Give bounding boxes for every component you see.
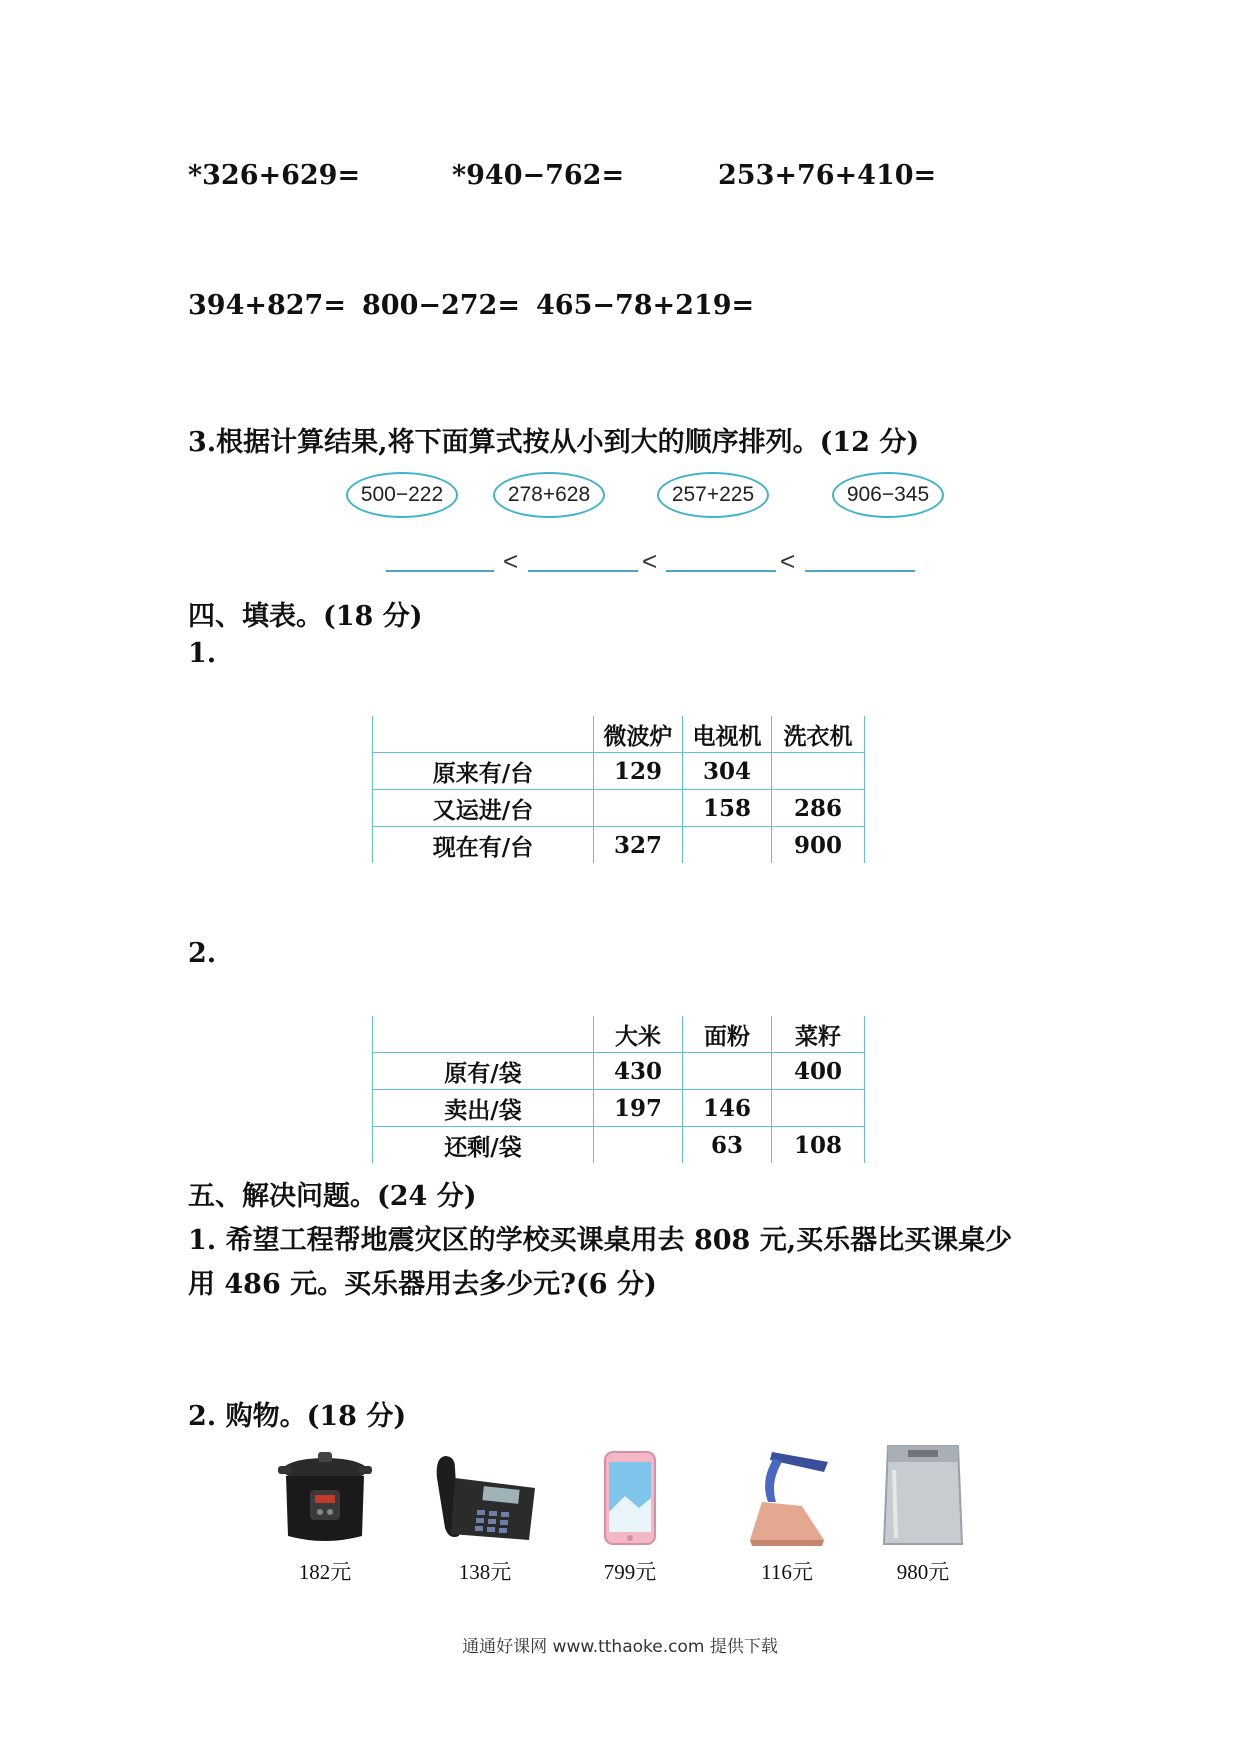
calc-2: *940−762= <box>452 160 625 191</box>
product-washing-machine <box>858 1440 988 1586</box>
table-cell: 197 <box>594 1090 683 1127</box>
less-than-3: < <box>780 546 796 576</box>
oval-expr-1: 500−222 <box>346 472 458 518</box>
product-pressure-cooker <box>260 1448 390 1586</box>
calc-4: 394+827= <box>188 290 346 321</box>
product-telephone <box>420 1448 550 1586</box>
table-cell <box>373 716 594 753</box>
table-header: 大米 <box>594 1016 683 1053</box>
table-cell: 158 <box>683 790 772 827</box>
table-header: 菜籽 <box>772 1016 865 1053</box>
table-cell: 900 <box>772 827 865 864</box>
table-cell[interactable] <box>683 1053 772 1090</box>
product-mobile-phone <box>565 1448 695 1586</box>
row-label: 还剩/袋 <box>373 1127 594 1164</box>
row-label: 卖出/袋 <box>373 1090 594 1127</box>
row-label: 现在有/台 <box>373 827 594 864</box>
washing-machine-icon <box>878 1440 968 1548</box>
telephone-icon <box>425 1448 545 1548</box>
answer-blank-3[interactable] <box>666 570 776 572</box>
less-than-2: < <box>642 546 658 576</box>
table-header: 洗衣机 <box>772 716 865 753</box>
problem1-line2: 用 486 元。买乐器用去多少元?(6 分) <box>188 1269 657 1300</box>
grain-table <box>372 1016 865 1163</box>
oval-expr-2: 278+628 <box>493 472 605 518</box>
pressure-cooker-icon <box>270 1448 380 1548</box>
oval-expr-3: 257+225 <box>657 472 769 518</box>
desk-lamp-icon <box>732 1440 842 1548</box>
table-cell[interactable] <box>772 753 865 790</box>
table-header: 电视机 <box>683 716 772 753</box>
table-cell: 304 <box>683 753 772 790</box>
price-label: 116元 <box>761 1560 813 1584</box>
table-cell: 63 <box>683 1127 772 1164</box>
table-cell[interactable] <box>594 790 683 827</box>
answer-blank-2[interactable] <box>528 570 638 572</box>
price-label: 182元 <box>298 1560 352 1584</box>
less-than-1: < <box>503 546 519 576</box>
row-label: 原来有/台 <box>373 753 594 790</box>
answer-blank-4[interactable] <box>805 570 915 572</box>
problem2-title: 2. 购物。(18 分) <box>188 1401 407 1432</box>
table-cell[interactable] <box>683 827 772 864</box>
table2-label: 2. <box>188 938 217 969</box>
mobile-phone-icon <box>595 1448 665 1548</box>
price-label: 799元 <box>603 1560 657 1584</box>
answer-blank-1[interactable] <box>386 570 494 572</box>
table-header: 微波炉 <box>594 716 683 753</box>
calc-3: 253+76+410= <box>718 160 937 191</box>
table-cell: 129 <box>594 753 683 790</box>
table-cell[interactable] <box>772 1090 865 1127</box>
footer-source: 通通好课网 www.tthaoke.com 提供下载 <box>462 1637 778 1657</box>
table-cell: 430 <box>594 1053 683 1090</box>
product-desk-lamp <box>722 1440 852 1586</box>
calc-5: 800−272= <box>362 290 520 321</box>
price-label: 138元 <box>458 1560 512 1584</box>
q3-title: 3.根据计算结果,将下面算式按从小到大的顺序排列。(12 分) <box>188 427 920 458</box>
table-cell: 286 <box>772 790 865 827</box>
section5-title: 五、解决问题。(24 分) <box>188 1181 477 1212</box>
price-label: 980元 <box>896 1560 950 1584</box>
table-cell: 327 <box>594 827 683 864</box>
table-cell <box>373 1016 594 1053</box>
calc-1: *326+629= <box>188 160 361 191</box>
section4-title: 四、填表。(18 分) <box>188 601 423 632</box>
table1-label: 1. <box>188 638 217 669</box>
table-header: 面粉 <box>683 1016 772 1053</box>
table-cell: 400 <box>772 1053 865 1090</box>
table-cell: 146 <box>683 1090 772 1127</box>
calc-6: 465−78+219= <box>536 290 755 321</box>
appliance-table <box>372 716 865 863</box>
row-label: 原有/袋 <box>373 1053 594 1090</box>
row-label: 又运进/台 <box>373 790 594 827</box>
table-cell: 108 <box>772 1127 865 1164</box>
oval-expr-4: 906−345 <box>832 472 944 518</box>
table-cell[interactable] <box>594 1127 683 1164</box>
problem1-line1: 1. 希望工程帮地震灾区的学校买课桌用去 808 元,买乐器比买课桌少 <box>188 1225 1013 1256</box>
